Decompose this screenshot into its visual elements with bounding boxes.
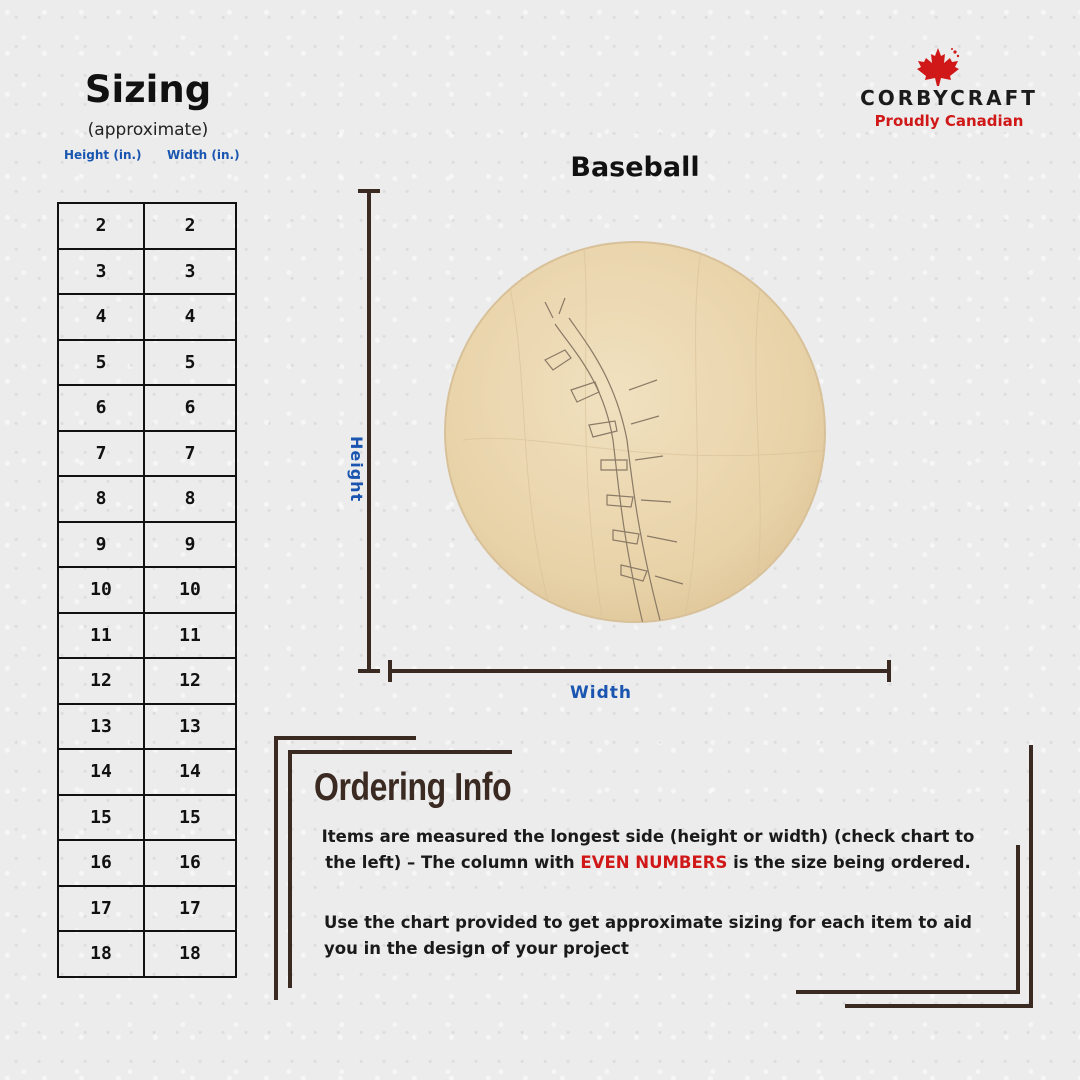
- even-numbers-highlight: EVEN NUMBERS: [580, 852, 728, 872]
- width-column-header: Width (in.): [167, 148, 240, 162]
- table-row: [58, 294, 236, 340]
- width-ruler-left-cap: [388, 660, 392, 682]
- height-ruler-bottom-cap: [358, 669, 380, 673]
- sizing-title: Sizing: [84, 68, 212, 111]
- height-label: Height: [347, 436, 366, 503]
- height-cell: 14: [58, 749, 144, 795]
- height-cell: 6: [58, 385, 144, 431]
- width-cell: 3: [144, 249, 236, 295]
- height-cell: 12: [58, 658, 144, 704]
- sizing-table: [57, 202, 237, 978]
- height-cell: 18: [58, 931, 144, 977]
- width-label: Width: [570, 683, 632, 703]
- table-row: [58, 340, 236, 386]
- height-column-header: Height (in.): [64, 148, 142, 162]
- width-cell: 7: [144, 431, 236, 477]
- width-cell: 14: [144, 749, 236, 795]
- width-cell: 11: [144, 613, 236, 659]
- table-row: [58, 749, 236, 795]
- table-row: [58, 431, 236, 477]
- brand-tagline: Proudly Canadian: [874, 112, 1024, 130]
- table-row: [58, 840, 236, 886]
- height-cell: 3: [58, 249, 144, 295]
- height-cell: 5: [58, 340, 144, 386]
- width-cell: 15: [144, 795, 236, 841]
- frame-left-line-outer: [274, 736, 278, 1000]
- width-cell: 18: [144, 931, 236, 977]
- height-cell: 13: [58, 704, 144, 750]
- height-cell: 2: [58, 203, 144, 249]
- width-cell: 10: [144, 567, 236, 613]
- frame-bottom-line-inner: [796, 990, 1020, 994]
- ordering-info-title: Ordering Info: [314, 766, 512, 809]
- maple-leaf-icon: [915, 46, 961, 88]
- height-cell: 17: [58, 886, 144, 932]
- frame-right-line-inner: [1016, 845, 1020, 993]
- table-row: [58, 203, 236, 249]
- table-row: [58, 795, 236, 841]
- ordering-info-paragraph-2: Use the chart provided to get approximate sizing for each item to aid you in the design of your project: [324, 913, 972, 958]
- table-row: [58, 385, 236, 431]
- product-title: Baseball: [570, 152, 700, 183]
- height-cell: 15: [58, 795, 144, 841]
- baseball-wood-image: [443, 240, 827, 624]
- height-cell: 10: [58, 567, 144, 613]
- table-row: [58, 249, 236, 295]
- table-row: [58, 886, 236, 932]
- width-cell: 9: [144, 522, 236, 568]
- height-cell: 4: [58, 294, 144, 340]
- width-cell: 16: [144, 840, 236, 886]
- width-cell: 13: [144, 704, 236, 750]
- table-row: [58, 658, 236, 704]
- width-cell: 6: [144, 385, 236, 431]
- height-cell: 16: [58, 840, 144, 886]
- frame-left-line-inner: [288, 750, 292, 988]
- width-cell: 17: [144, 886, 236, 932]
- height-ruler-top-cap: [358, 189, 380, 193]
- height-cell: 11: [58, 613, 144, 659]
- ordering-info-paragraph-1: Items are measured the longest side (height or width) (check chart to the left) – The column with EVEN NUMBERS is the size being ordered.: [321, 827, 975, 872]
- table-row: [58, 476, 236, 522]
- width-cell: 5: [144, 340, 236, 386]
- brand-name: CORBYCRAFT: [860, 86, 1038, 110]
- width-cell: 4: [144, 294, 236, 340]
- frame-top-line-inner: [288, 750, 512, 754]
- table-row: [58, 704, 236, 750]
- width-ruler-right-cap: [887, 660, 891, 682]
- table-row: [58, 522, 236, 568]
- height-ruler: [367, 191, 371, 672]
- width-ruler: [390, 669, 890, 673]
- height-cell: 7: [58, 431, 144, 477]
- height-cell: 8: [58, 476, 144, 522]
- table-row: [58, 931, 236, 977]
- width-cell: 2: [144, 203, 236, 249]
- sizing-subtitle: (approximate): [87, 120, 209, 140]
- frame-bottom-line-outer: [845, 1004, 1033, 1008]
- width-cell: 12: [144, 658, 236, 704]
- table-row: [58, 567, 236, 613]
- table-row: [58, 613, 236, 659]
- frame-top-line-outer: [274, 736, 416, 740]
- height-cell: 9: [58, 522, 144, 568]
- frame-right-line-outer: [1029, 745, 1033, 1008]
- width-cell: 8: [144, 476, 236, 522]
